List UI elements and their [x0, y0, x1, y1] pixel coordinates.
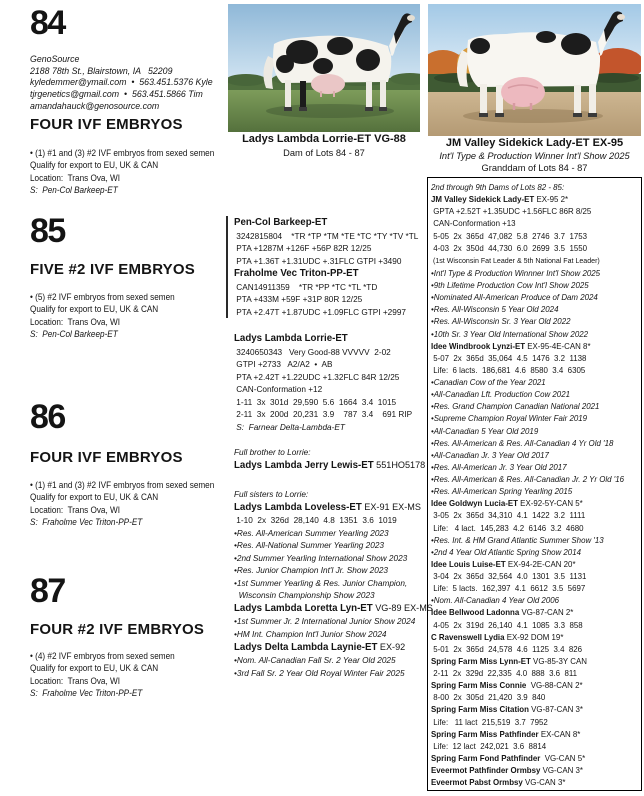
dam-photo-caption: Ladys Lambda Lorrie-ET VG-88 — [242, 133, 406, 145]
maternal-line: Spring Farm Miss Citation VG-87-CAN 3* — [431, 704, 583, 715]
pedigree-line: •Res. All-American Summer Yearling 2023 — [234, 527, 389, 538]
granddam-photo-award-line: Int'l Type & Production Winner Int'l Show 2025 — [439, 151, 630, 161]
maternal-line: CAN-Conformation +13 — [431, 218, 516, 229]
embryo-location: Location: Trans Ova, WI — [30, 675, 121, 686]
lot-85-title: FIVE #2 IVF EMBRYOS — [30, 261, 195, 278]
maternal-line: 2-11 2x 329d 22,335 4.0 888 3.6 811 — [431, 668, 578, 678]
embryo-location: Location: Trans Ova, WI — [30, 316, 121, 327]
holstein-cow-pasture-image — [228, 4, 420, 132]
pedigree-line: •3rd Fall Sr. 2 Year Old Royal Winter Fair 2025 — [234, 667, 405, 678]
maternal-line: •Int'l Type & Production Winnner Int'l Show 2025 — [431, 267, 601, 278]
pedigree-line: Ladys Lambda Jerry Lewis-ET 551HO5178 — [234, 458, 426, 471]
lot-86-title: FOUR IVF EMBRYOS — [30, 449, 183, 466]
maternal-line: •Canadian Cow of the Year 2021 — [431, 377, 546, 387]
pedigree-line: 2-11 3x 200d 20,231 3.9 787 3.4 691 RIP — [234, 409, 413, 420]
maternal-line: •Res. Int. & HM Grand Atlantic Summer Show '13 — [431, 534, 604, 545]
pedigree-line: GTPI +2733 A2/A2 • AB — [234, 359, 333, 370]
pedigree-line: 1-10 2x 326d 28,140 4.8 1351 3.6 1019 — [234, 515, 397, 526]
maternal-line: Life: 12 lact 242,021 3.6 8814 — [431, 740, 547, 751]
dam-pedigree-block — [234, 332, 426, 433]
lot-84-title: FOUR IVF EMBRYOS — [30, 116, 183, 133]
service-sires-block — [226, 216, 430, 318]
sire-line: S: Pen-Col Barkeep-ET — [30, 185, 118, 196]
pedigree-line: •Nom. All-Canadian Fall Sr. 2 Year Old 2025 — [234, 655, 396, 666]
pedigree-line: 1-11 3x 301d 29,590 5.6 1664 3.4 1015 — [234, 396, 397, 407]
granddam-photo-caption: JM Valley Sidekick Lady-ET EX-95 — [445, 137, 624, 149]
lot-87-number: 87 — [30, 572, 65, 610]
maternal-line: •Res. All-American Jr. 3 Year Old 2017 — [431, 461, 567, 472]
sire-line: S: Pen-Col Barkeep-ET — [30, 329, 118, 340]
maternal-line: •Supreme Champion Royal Winter Fair 2019 — [431, 413, 588, 424]
maternal-line: 4-05 2x 319d 26,140 4.1 1085 3.3 858 — [431, 619, 583, 630]
pedigree-line: •1st Summer Yearling & Res. Junior Champion, — [234, 577, 408, 588]
dam-photo — [228, 4, 420, 132]
consignor-line: GenoSource — [30, 54, 80, 64]
maternal-line: 2nd through 9th Dams of Lots 82 - 85: — [431, 182, 565, 192]
maternal-line: Idee Goldwyn Lucia-ET EX-92-5Y-CAN 5* — [431, 498, 583, 509]
holstein-cow-show-image — [428, 4, 641, 136]
export-qualification: Qualify for export to EU, UK & CAN — [30, 663, 159, 674]
maternal-line: 4-03 2x 350d 44,730 6.0 2699 3.5 1550 — [431, 242, 588, 253]
maternal-line: Idee Windbrook Lynzi-ET EX-95-4E-CAN 8* — [431, 340, 591, 351]
maternal-line: •Res. All-American & Res. All-Canadian 4 Yr Old '18 — [431, 437, 614, 448]
lot-86-details — [30, 479, 235, 529]
lot-84-number: 84 — [30, 4, 65, 42]
maternal-line: Idee Louis Luise-ET EX-94-2E-CAN 20* — [431, 558, 576, 569]
pedigree-line: Ladys Lambda Loretta Lyn-ET VG-89 EX-MS — [234, 601, 433, 614]
maternal-line: 3-04 2x 365d 32,564 4.0 1301 3.5 1131 — [431, 571, 587, 581]
embryo-description: • (1) #1 and (3) #2 IVF embryos from sexed semen — [30, 148, 215, 158]
maternal-line: •Nominated All-American Produce of Dam 2024 — [431, 292, 598, 303]
maternal-line: •All-Canadian 5 Year Old 2019 — [431, 425, 539, 436]
maternal-line: Spring Farm Miss Lynn-ET VG-85-3Y CAN — [431, 655, 587, 666]
maternal-line: Idee Bellwood Ladonna VG-87-CAN 2* — [431, 607, 574, 618]
embryo-location: Location: Trans Ova, WI — [30, 172, 121, 183]
lot-87-title: FOUR #2 IVF EMBRYOS — [30, 621, 205, 638]
maternal-line: •Res. All-Wisconsin Sr. 3 Year Old 2022 — [431, 316, 571, 327]
maternal-line: •Nom. All-Canadian 4 Year Old 2006 — [431, 595, 560, 606]
maternal-line: Spring Farm Fond Pathfinder VG-CAN 5* — [431, 752, 586, 763]
maternal-line-box — [427, 177, 642, 791]
consignor-info — [30, 54, 230, 113]
embryo-description: • (4) #2 IVF embryos from sexed semen — [30, 651, 175, 661]
maternal-line: 3-05 2x 365d 34,310 4.1 1422 3.2 1111 — [431, 510, 586, 521]
lot-86-number: 86 — [30, 398, 65, 436]
maternal-line: JM Valley Sidekick Lady-ET EX-95 2* — [431, 194, 569, 205]
pedigree-line: Ladys Lambda Loveless-ET EX-91 EX-MS — [234, 500, 421, 513]
maternal-line: 5-01 2x 365d 24,578 4.6 1125 3.4 826 — [431, 643, 583, 654]
pedigree-line: PTA +2.42T +1.22UDC +1.32FLC 84R 12/25 — [234, 371, 400, 382]
maternal-line: Life: 11 lact 215,519 3.7 7952 — [431, 716, 548, 727]
maternal-line: 8-00 2x 305d 21,420 3.9 840 — [431, 692, 546, 703]
lot-85-number: 85 — [30, 212, 65, 250]
export-qualification: Qualify for export to EU, UK & CAN — [30, 160, 159, 171]
pedigree-line: S: Farnear Delta-Lambda-ET — [234, 421, 345, 432]
maternal-line: Life: 6 lacts. 186,681 4.6 8580 3.4 6305 — [431, 364, 586, 375]
maternal-line: Life: 4 lact. 145,283 4.2 6146 3.2 4680 — [431, 522, 584, 533]
dam-photo-subcaption: Dam of Lots 84 - 87 — [283, 148, 365, 158]
pedigree-line: CAN-Conformation +12 — [234, 384, 323, 395]
maternal-line: 5-07 2x 365d 35,064 4.5 1476 3.2 1138 — [431, 352, 587, 363]
pedigree-line: •Res. All-National Summer Yearling 2023 — [234, 540, 385, 551]
sire-line: S: Fraholme Vec Triton-PP-ET — [30, 688, 143, 699]
maternal-line: Spring Farm Miss Connie VG-88-CAN 2* — [431, 680, 583, 691]
export-qualification: Qualify for export to EU, UK & CAN — [30, 492, 159, 503]
maternal-line: Spring Farm Miss Pathfinder EX-CAN 8* — [431, 728, 581, 739]
maternal-line: Eveermot Pathfinder Ormbsy VG-CAN 3* — [431, 765, 584, 775]
embryo-description: • (5) #2 IVF embryos from sexed semen — [30, 292, 175, 302]
consignor-line: kyledemmer@ymail.com • 563.451.5376 Kyle — [30, 77, 213, 88]
pedigree-line: Ladys Lambda Lorrie-ET — [234, 333, 348, 344]
maternal-line: •All-Canadian Lft. Production Cow 2021 — [431, 389, 570, 400]
sire-line: S: Fraholme Vec Triton-PP-ET — [30, 517, 143, 528]
pedigree-line: Pen-Col Barkeep-ET — [234, 217, 328, 228]
maternal-line: •9th Lifetime Production Cow Int'l Show 2025 — [431, 280, 589, 290]
pedigree-line: Full brother to Lorrie: — [234, 447, 311, 457]
maternal-line: Life: 5 lacts. 162,397 4.1 6612 3.5 5697 — [431, 583, 586, 594]
pedigree-line: PTA +1.36T +1.31UDC +.31FLC GTPI +3490 — [234, 255, 402, 266]
pedigree-line: PTA +1287M +126F +56P 82R 12/25 — [234, 243, 372, 254]
pedigree-line: Ladys Delta Lambda Laynie-ET EX-92 — [234, 640, 406, 653]
pedigree-line: •1st Summer Jr. 2 International Junior Show 2024 — [234, 616, 416, 627]
pedigree-line: 3242815804 *TR *TP *TM *TE *TC *TY *TV *TL — [234, 230, 419, 241]
maternal-line: 5-05 2x 365d 47,082 5.8 2746 3.7 1753 — [431, 230, 588, 241]
maternal-line: •Res. All-American & Res. All-Canadian Jr. 2 Yr Old '16 — [431, 474, 625, 484]
pedigree-line: PTA +2.47T +1.87UDC +1.09FLC GTPI +2997 — [234, 306, 407, 317]
embryo-location: Location: Trans Ova, WI — [30, 504, 121, 515]
consignor-line: amandahauck@genosource.com — [30, 100, 160, 111]
pedigree-line: •2nd Summer Yearling International Show 2023 — [234, 552, 408, 563]
consignor-line: tjrgenetics@gmail.com • 563.451.5866 Tim — [30, 89, 203, 100]
pedigree-line: Full sisters to Lorrie: — [234, 489, 309, 499]
pedigree-line: Fraholme Vec Triton-PP-ET — [234, 268, 359, 280]
maternal-line: •Res. All-American Spring Yearling 2015 — [431, 486, 573, 497]
lot-85-details — [30, 291, 235, 341]
pedigree-line: 3240650343 Very Good-88 VVVVV 2-02 — [234, 346, 391, 357]
full-sisters-block — [234, 488, 433, 679]
pedigree-line: •HM Int. Champion Int'l Junior Show 2024 — [234, 629, 387, 640]
pedigree-line: PTA +433M +59F +31P 80R 12/25 — [234, 294, 363, 305]
pedigree-line: Wisconsin Championship Show 2023 — [234, 590, 375, 601]
embryo-description: • (1) #1 and (3) #2 IVF embryos from sexed semen — [30, 480, 215, 490]
lot-87-details — [30, 650, 235, 700]
lot-84-details — [30, 147, 235, 197]
granddam-photo-subcaption: Granddam of Lots 84 - 87 — [481, 163, 588, 173]
maternal-line: •10th Sr. 3 Year Old International Show 2022 — [431, 328, 589, 339]
consignor-line: 2188 78th St., Blairstown, IA 52209 — [30, 65, 173, 76]
maternal-line: GPTA +2.52T +1.35UDC +1.56FLC 86R 8/25 — [431, 206, 592, 217]
maternal-line: C Ravenswell Lydia EX-92 DOM 19* — [431, 631, 564, 642]
granddam-photo — [428, 4, 641, 136]
pedigree-line: CAN14911359 *TR *PP *TC *TL *TD — [234, 281, 378, 292]
export-qualification: Qualify for export to EU, UK & CAN — [30, 304, 159, 315]
pedigree-line: •Res. Junior Champion Int'l Jr. Show 2023 — [234, 565, 389, 576]
maternal-line: (1st Wisconsin Fat Leader & 5th National Fat Leader) — [431, 255, 600, 265]
full-brother-block — [234, 446, 426, 472]
maternal-line: Eveermot Pabst Ormbsy VG-CAN 3* — [431, 777, 566, 788]
maternal-line: •Res. All-Wisconsin 5 Year Old 2024 — [431, 304, 559, 315]
maternal-line: •All-Canadian Jr. 3 Year Old 2017 — [431, 449, 549, 460]
maternal-line: •2nd 4 Year Old Atlantic Spring Show 2014 — [431, 546, 581, 557]
maternal-line: •Res. Grand Champion Canadian National 2021 — [431, 401, 600, 412]
